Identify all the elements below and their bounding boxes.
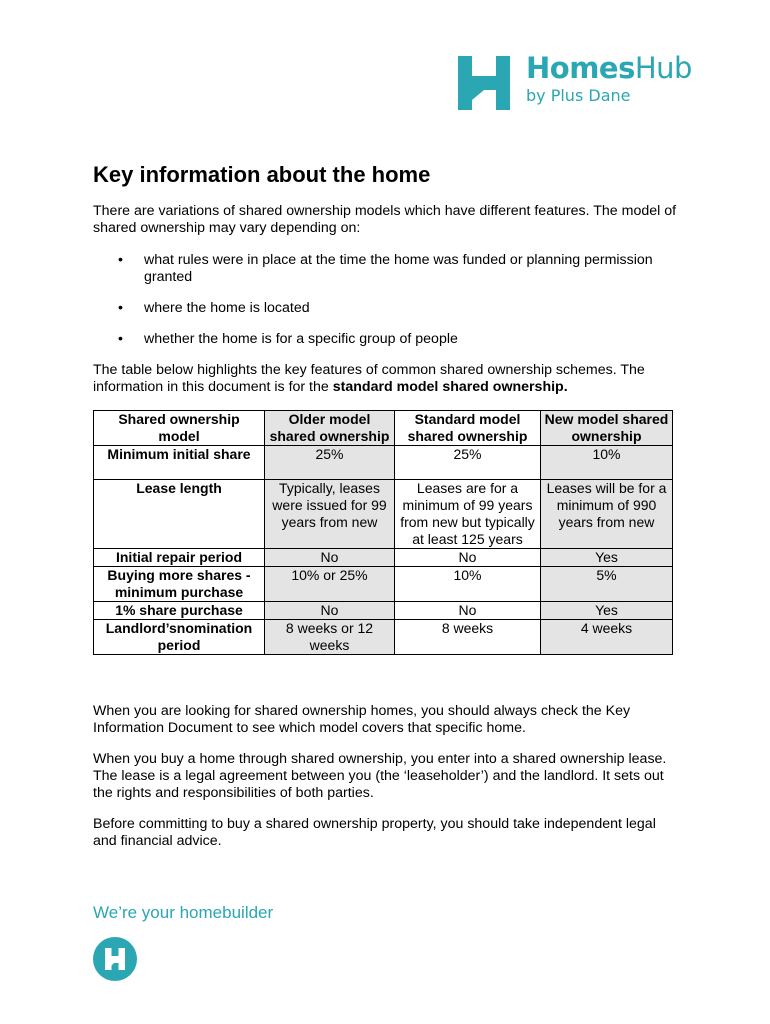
table-cell: 10% bbox=[541, 446, 673, 480]
homeshub-logo bbox=[458, 51, 692, 116]
table-cell: No bbox=[265, 602, 395, 620]
brand-text bbox=[526, 52, 692, 106]
table-cell: No bbox=[395, 602, 541, 620]
bullet-icon: • bbox=[118, 252, 123, 268]
page-title: Key information about the home bbox=[93, 162, 431, 187]
table-header: Older model shared ownership bbox=[265, 411, 395, 446]
table-header-row bbox=[94, 411, 673, 446]
list-item: • where the home is located bbox=[118, 300, 310, 316]
table-cell: No bbox=[395, 549, 541, 567]
table-row bbox=[94, 446, 673, 480]
table-header: Shared ownership model bbox=[94, 411, 265, 446]
table-cell: 25% bbox=[265, 446, 395, 480]
table-cell: Typically, leases were issued for 99 years from new bbox=[265, 480, 395, 549]
table-cell: 8 weeks bbox=[395, 620, 541, 655]
table-cell: 10% bbox=[395, 567, 541, 602]
table-row bbox=[94, 620, 673, 655]
list-item: • whether the home is for a specific group of people bbox=[118, 331, 458, 347]
table-intro-paragraph: The table below highlights the key features of common shared ownership schemes. The information in this document is for the standard model shared ownership. bbox=[93, 362, 645, 395]
intro-paragraph: There are variations of shared ownership models which have different features. The model of shared ownership may vary depending on: bbox=[93, 203, 677, 236]
table-cell: Leases are for a minimum of 99 years from new but typically at least 125 years bbox=[395, 480, 541, 549]
standard-model-emphasis: standard model shared ownership. bbox=[332, 379, 568, 395]
bullet-icon: • bbox=[118, 331, 123, 347]
homeshub-circle-icon bbox=[93, 937, 137, 981]
table-row bbox=[94, 602, 673, 620]
table-cell: Yes bbox=[541, 549, 673, 567]
table-row bbox=[94, 549, 673, 567]
list-item: • what rules were in place at the time the home was funded or planning permission granted bbox=[118, 252, 653, 285]
lease-paragraph: When you buy a home through shared ownership, you enter into a shared ownership lease. The lease is a legal agreement between you (the ‘leaseholder’) and the landlord. It sets out the rights and responsibilities of both parties. bbox=[93, 751, 667, 801]
advice-paragraph: Before committing to buy a shared ownership property, you should take independent legal and financial advice. bbox=[93, 816, 656, 849]
bullet-icon: • bbox=[118, 300, 123, 316]
table-header: New model shared ownership bbox=[541, 411, 673, 446]
table-cell: 8 weeks or 12 weeks bbox=[265, 620, 395, 655]
table-header: Standard model shared ownership bbox=[395, 411, 541, 446]
table-cell: No bbox=[265, 549, 395, 567]
table-cell: 10% or 25% bbox=[265, 567, 395, 602]
row-label: Lease length bbox=[94, 480, 265, 549]
table-row bbox=[94, 567, 673, 602]
row-label: Buying more shares - minimum purchase bbox=[94, 567, 265, 602]
row-label: Minimum initial share bbox=[94, 446, 265, 480]
table-cell: 5% bbox=[541, 567, 673, 602]
row-label: Landlord’snomination period bbox=[94, 620, 265, 655]
table-cell: 4 weeks bbox=[541, 620, 673, 655]
criteria-list bbox=[118, 252, 678, 362]
table-cell: Yes bbox=[541, 602, 673, 620]
table-cell: Leases will be for a minimum of 990 years from new bbox=[541, 480, 673, 549]
key-features-table bbox=[93, 410, 673, 655]
table-cell: 25% bbox=[395, 446, 541, 480]
row-label: Initial repair period bbox=[94, 549, 265, 567]
brand-subtitle: by Plus Dane bbox=[526, 86, 631, 105]
check-document-paragraph: When you are looking for shared ownership homes, you should always check the Key Information Document to see which model covers that specific home. bbox=[93, 703, 631, 736]
row-label: 1% share purchase bbox=[94, 602, 265, 620]
brand-name: HomesHub bbox=[526, 51, 692, 85]
tagline: We’re your homebuilder bbox=[93, 903, 274, 922]
table-row bbox=[94, 480, 673, 549]
homeshub-h-icon bbox=[458, 56, 510, 110]
